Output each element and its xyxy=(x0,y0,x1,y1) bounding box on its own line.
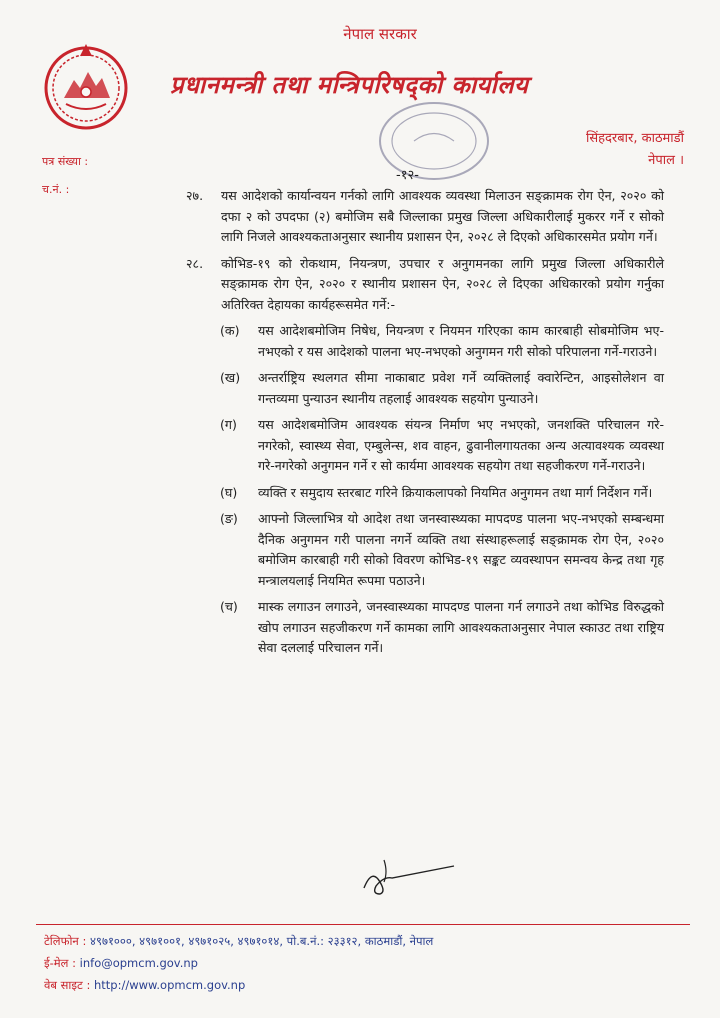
address-line-1: सिंहदरबार, काठमाडौं xyxy=(585,131,684,146)
reference-number-label: च.नं. : xyxy=(42,183,70,196)
email-label: ई-मेल : xyxy=(44,956,76,970)
page-number: -१२- xyxy=(396,168,419,183)
subclause-gha xyxy=(220,483,664,504)
government-name: नेपाल सरकार xyxy=(343,25,417,43)
nepal-emblem-icon xyxy=(36,36,136,136)
document-body xyxy=(186,186,664,665)
email-link[interactable]: info@opmcm.gov.np xyxy=(79,956,198,970)
subclause-number: (च) xyxy=(220,599,238,614)
footer-phone xyxy=(44,934,433,949)
footer-email xyxy=(44,956,198,971)
address-line-2: नेपाल । xyxy=(648,153,684,168)
footer-divider xyxy=(36,924,690,925)
phone-label: टेलिफोन : xyxy=(44,934,87,948)
office-stamp-icon xyxy=(374,96,494,186)
subclause-cha xyxy=(220,597,664,659)
subclause-text: मास्क लगाउन लगाउने, जनस्वास्थ्यका मापदण्ड पालना गर्न लगाउने तथा कोभिड विरुद्धको खोप लगाउन सहजीकरण गर्ने कामका लागि आवश्यकताअनुसार नेपाल स्काउट तथा राष्ट्रिय सेवा दललाई परिचालन गर्ने। xyxy=(258,599,664,655)
clause-number: २७. xyxy=(186,188,204,203)
office-title: प्रधानमन्त्री तथा मन्त्रिपरिषद्को कार्यालय xyxy=(170,71,529,99)
website-link[interactable]: http://www.opmcm.gov.np xyxy=(94,978,246,992)
signature-icon xyxy=(350,848,460,896)
subclause-text: यस आदेशबमोजिम आवश्यक संयन्त्र निर्माण भए नभएको, जनशक्ति परिचालन गरे-नगरेको, स्वास्थ्य सेवा, एम्बुलेन्स, शव वाहन, ढुवानीलगायतका अन्य अत्यावश्यक व्यवस्था गरे-नगरेको अनुगमन गर्ने र सो कार्यमा आवश्यक सहयोग तथा सहजीकरण गर्ने-गराउने। xyxy=(258,417,664,473)
subclause-number: (ङ) xyxy=(220,511,238,526)
subclause-text: यस आदेशबमोजिम निषेध, नियन्त्रण र नियमन गरिएका काम कारबाही सोबमोजिम भए-नभएको र यस आदेशको पालना भए-नभएको अनुगमन गरी सोको परिपालना गर्ने-गराउने। xyxy=(258,323,664,359)
subclause-ga xyxy=(220,415,664,477)
footer-website xyxy=(44,978,245,993)
subclause-number: (घ) xyxy=(220,484,238,500)
clause-27 xyxy=(186,186,664,248)
clause-number: २८. xyxy=(186,255,204,271)
subclause-number: (क) xyxy=(220,323,240,338)
subclause-number: (ग) xyxy=(220,417,237,432)
subclause-nga xyxy=(220,509,664,591)
clause-28 xyxy=(186,254,664,316)
subclause-text: अन्तर्राष्ट्रिय स्थलगत सीमा नाकाबाट प्रवेश गर्ने व्यक्तिलाई क्वारेन्टिन, आइसोलेशन वा गन्तव्यमा पुन्याउन स्थानीय तहलाई आवश्यक सहयोग पुन्याउने। xyxy=(258,370,664,406)
office-address xyxy=(586,128,684,172)
phone-value: ४९७१०००, ४९७१००१, ४९७१०२५, ४९७१०१४, पो.ब.नं.: २३३१२, काठमाडौं, नेपाल xyxy=(90,934,434,948)
subclause-ka xyxy=(220,321,664,362)
clause-text: कोभिड-१९ को रोकथाम, नियन्त्रण, उपचार र अनुगमनका लागि प्रमुख जिल्ला अधिकारीले सङ्क्रामक रोग ऐन, २०२० र स्थानीय प्रशासन ऐन, २०२८ ले दिएका अधिकारको प्रयोग गर्नुका अतिरिक्त देहायका कार्यहरूसमेत गर्ने:- xyxy=(221,255,664,312)
subclause-text: व्यक्ति र समुदाय स्तरबाट गरिने क्रियाकलापको नियमित अनुगमन तथा मार्ग निर्देशन गर्ने। xyxy=(258,484,653,500)
letter-number-label: पत्र संख्या : xyxy=(42,155,89,168)
subclause-text: आफ्नो जिल्लाभित्र यो आदेश तथा जनस्वास्थ्यका मापदण्ड पालना भए-नभएको सम्बन्धमा दैनिक अनुगमन गरी पालना नगर्ने व्यक्ति तथा संस्थाहरूलाई सङ्क्रामक रोग ऐन, २०२० बमोजिम कारबाही गरी सोको विवरण कोभिड-१९ सङ्कट व्यवस्थापन समन्वय केन्द्र तथा गृह मन्त्रालयलाई नियमित रूपमा पठाउने। xyxy=(258,511,664,588)
subclause-number: (ख) xyxy=(220,370,241,385)
subclause-kha xyxy=(220,368,664,409)
clause-text: यस आदेशको कार्यान्वयन गर्नको लागि आवश्यक व्यवस्था मिलाउन सङ्क्रामक रोग ऐन, २०२० को दफा २ को उपदफा (२) बमोजिम सबै जिल्लाका प्रमुख जिल्ला अधिकारीलाई मुकरर गर्ने र सोको लागि निजले आवश्यकताअनुसार स्थानीय प्रशासन ऐन, २०२८ ले दिएको अधिकारसमेत प्रयोग गर्ने। xyxy=(221,188,664,244)
website-label: वेब साइट : xyxy=(44,978,91,992)
